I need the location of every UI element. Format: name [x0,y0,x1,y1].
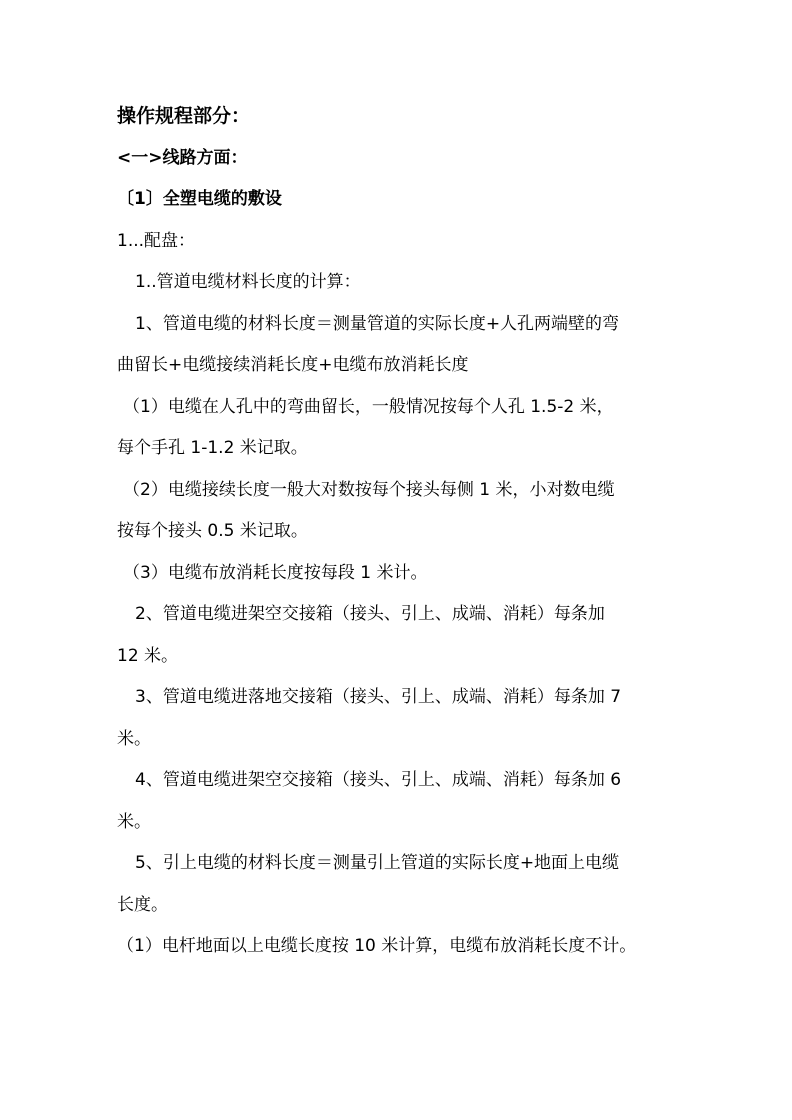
section-title: <一>线路方面： [117,148,248,168]
text-line: 2、管道电缆进架空交接箱（接头、引上、成端、消耗）每条加 [135,604,605,624]
text-line: 每个手孔 1-1.2 米记取。 [117,438,308,458]
text-line: 5、引上电缆的材料长度＝测量引上管道的实际长度+地面上电缆 [135,853,620,873]
text-line: 长度。 [117,895,168,915]
text-line: （2）电缆接续长度一般大对数按每个接头每侧 1 米，小对数电缆 [123,480,615,500]
text-line: 12 米。 [117,646,179,666]
subsection-title: 〔1〕全塑电缆的敷设 [117,189,282,209]
text-line: 米。 [117,812,151,832]
text-line: （1）电杆地面以上电缆长度按 10 米计算，电缆布放消耗长度不计。 [117,936,637,956]
heading: 操作规程部分： [117,105,251,127]
text-line: 1、管道电缆的材料长度＝测量管道的实际长度+人孔两端壁的弯 [135,314,620,334]
text-line: 3、管道电缆进落地交接箱（接头、引上、成端、消耗）每条加 7 [135,687,622,707]
text-line: 4、管道电缆进架空交接箱（接头、引上、成端、消耗）每条加 6 [135,770,622,790]
text-line: 米。 [117,729,151,749]
text-line: 曲留长+电缆接续消耗长度+电缆布放消耗长度 [117,355,469,375]
text-line: （1）电缆在人孔中的弯曲留长，一般情况按每个人孔 1.5-2 米， [123,397,614,417]
text-line: 按每个接头 0.5 米记取。 [117,521,308,541]
text-line: 1..管道电缆材料长度的计算： [135,272,361,292]
text-line: （3）电缆布放消耗长度按每段 1 米计。 [123,563,428,583]
text-line: 1...配盘： [117,231,196,251]
